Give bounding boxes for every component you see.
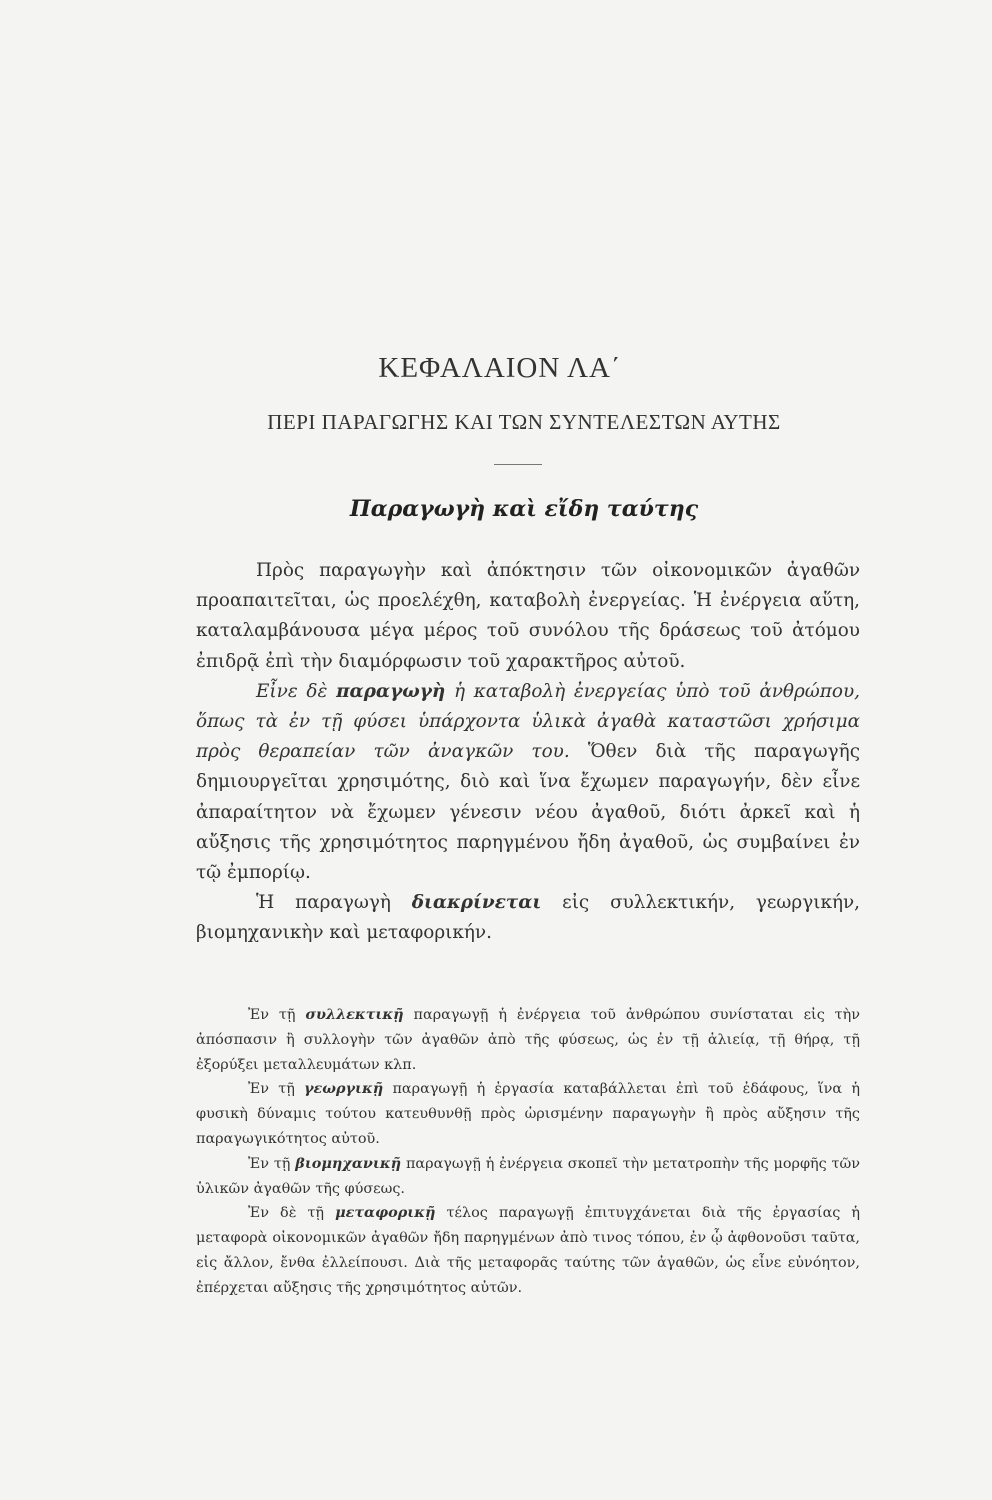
term-paragogi: παραγωγὴ bbox=[336, 680, 446, 702]
note-4 bbox=[196, 1201, 860, 1300]
paragraph-2 bbox=[196, 677, 860, 888]
term-georgiki: γεωργικῇ bbox=[304, 1080, 384, 1098]
note-1-rest: παραγωγῇ ἡ ἐνέργεια τοῦ ἀνθρώπου συνίσταται εἰς τὴν ἀπόσπασιν ἢ συλλογὴν τῶν ἀγαθῶν ἀπὸ τῆς φύσεως, ὡς ἐν τῇ ἁλιείᾳ, τῇ θήρᾳ, τῇ ἐξορύξει μεταλλευμάτων κλπ. bbox=[196, 1007, 860, 1073]
note-2-intro: Ἐν τῇ bbox=[248, 1081, 305, 1098]
note-3 bbox=[196, 1152, 860, 1202]
paragraph-2-definition: ἡ καταβολὴ ἐνεργείας ὑπὸ τοῦ ἀνθρώπου, ὅπως τὰ ἐν τῇ φύσει ὑπάρχοντα ὑλικὰ ἀγαθὰ καταστῶσι χρήσιμα πρὸς θεραπείαν τῶν ἀναγκῶν του. bbox=[196, 680, 860, 763]
term-syllektiki: συλλεκτικῇ bbox=[305, 1006, 404, 1023]
note-1-intro: Ἐν τῇ bbox=[248, 1007, 306, 1023]
chapter-title: ΚΕΦΑΛΑΙΟΝ ΛΑ΄ bbox=[378, 352, 622, 384]
term-metaforiki: μεταφορικῇ bbox=[335, 1204, 436, 1222]
main-text-body bbox=[196, 556, 860, 949]
note-3-intro: Ἐν τῇ bbox=[248, 1155, 296, 1172]
small-text-notes bbox=[196, 1003, 860, 1301]
paragraph-3-rest: εἰς συλλεκτικήν, γεωργικήν, βιομηχανικὴν καὶ μεταφορικήν. bbox=[196, 892, 860, 944]
paragraph-3-intro: Ἡ παραγωγὴ bbox=[256, 892, 412, 914]
note-3-rest: παραγωγῇ ἡ ἐνέργεια σκοπεῖ τὴν μετατροπὴν τῆς μορφῆς τῶν ὑλικῶν ἀγαθῶν τῆς φύσεως. bbox=[196, 1155, 860, 1197]
paragraph-2-intro: Εἶνε δὲ bbox=[256, 680, 337, 702]
note-2-rest: παραγωγῇ ἡ ἐργασία καταβάλλεται ἐπὶ τοῦ ἐδάφους, ἵνα ἡ φυσικὴ δύναμις τούτου κατευθυνθῇ πρὸς ὡρισμένην παραγωγὴν ἢ πρὸς αὔξησιν τῆς παραγωγικότητος αὐτοῦ. bbox=[196, 1081, 860, 1147]
note-4-rest: τέλος παραγωγῇ ἐπιτυγχάνεται διὰ τῆς ἐργασίας ἡ μεταφορὰ οἰκονομικῶν ἀγαθῶν ἤδη παρηγμένων ἀπὸ τινος τόπου, ἐν ᾧ ἀφθονοῦσι ταῦτα, εἰς ἄλλον, ἔνθα ἐλλείπουσι. Διὰ τῆς μεταφορᾶς ταύτης τῶν ἀγαθῶν, ὡς εἶνε εὐνόητον, ἐπέρχεται αὔξησις τῆς χρησιμότητος αὐτῶν. bbox=[196, 1205, 861, 1296]
paragraph-3 bbox=[196, 888, 860, 948]
paragraph-1: Πρὸς παραγωγὴν καὶ ἀπόκτησιν τῶν οἰκονομικῶν ἀγαθῶν προαπαιτεῖται, ὡς προελέχθη, καταβολὴ ἐνεργείας. Ἡ ἐνέργεια αὕτη, καταλαμβάνουσα μέγα μέρος τοῦ συνόλου τῆς δράσεως τοῦ ἀτόμου ἐπιδρᾷ ἐπὶ τὴν διαμόρφωσιν τοῦ χαρακτῆρος αὐτοῦ. bbox=[196, 560, 860, 672]
note-1 bbox=[196, 1003, 860, 1077]
term-viomichaniki: βιομηχανικῇ bbox=[295, 1154, 402, 1172]
note-4-intro: Ἐν δὲ τῇ bbox=[248, 1205, 336, 1222]
paragraph-2-rest: Ὅθεν διὰ τῆς παραγωγῆς δημιουργεῖται χρησιμότης, διὸ καὶ ἵνα ἔχωμεν παραγωγήν, δὲν εἶνε ἀπαραίτητον νὰ ἔχωμεν γένεσιν νέου ἀγαθοῦ, διότι ἀρκεῖ καὶ ἡ αὔξησις τῆς χρησιμότητος παρηγμένου ἤδη ἀγαθοῦ, ὡς συμβαίνει ἐν τῷ ἐμπορίῳ. bbox=[196, 741, 860, 884]
note-2 bbox=[196, 1077, 860, 1151]
divider-rule bbox=[494, 464, 542, 465]
term-diakrinetai: διακρίνεται bbox=[411, 892, 542, 914]
section-heading: Παραγωγὴ καὶ εἴδη ταύτης bbox=[349, 496, 699, 522]
chapter-subtitle: ΠΕΡΙ ΠΑΡΑΓΩΓΗΣ ΚΑΙ ΤΩΝ ΣΥΝΤΕΛΕΣΤΩΝ ΑΥΤΗΣ bbox=[267, 410, 781, 434]
